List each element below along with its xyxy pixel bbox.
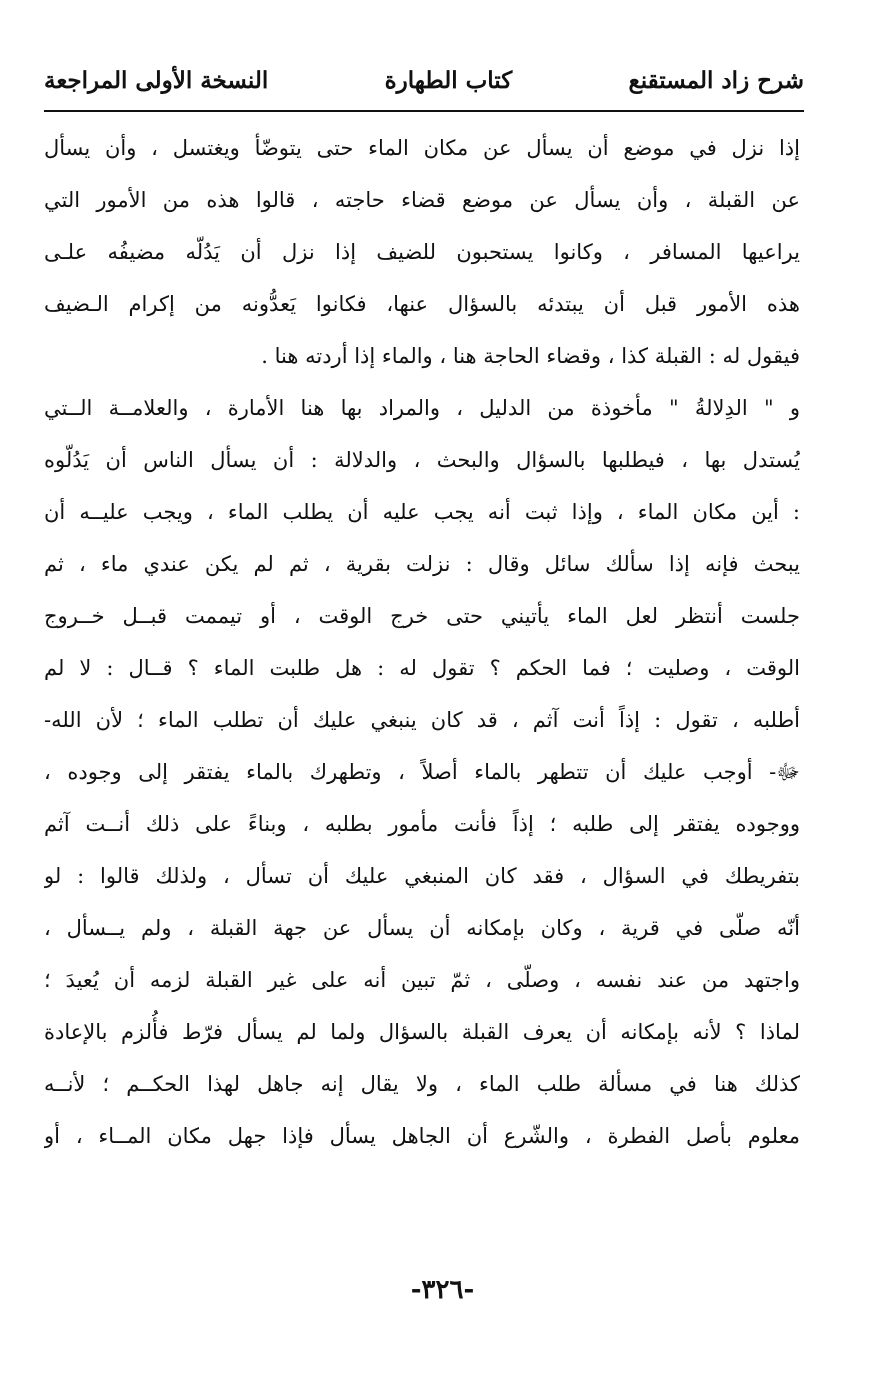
text-line: ﷻ- أوجب عليك أن تتطهر بالماء أصلاً ، وتطهرك بالماء يفتقر إلى وجوده ، xyxy=(44,760,800,784)
text-line: واجتهد من عند نفسه ، وصلّى ، ثمّ تبين أنه على غير القبلة لزمه أن يُعيدَ ؛ xyxy=(44,968,800,992)
header-book-title: شرح زاد المستقنع xyxy=(628,66,804,94)
text-line: هذه الأمور قبل أن يبتدئه بالسؤال عنها، فكانوا يَعدُّونه من إكرام الـضيف xyxy=(44,292,800,316)
text-line: و " الدِلالةُ " مأخوذة من الدليل ، والمراد بها هنا الأمارة ، والعلامــة الــتي xyxy=(44,396,800,420)
text-line: الوقت ، وصليت ؛ فما الحكم ؟ تقول له : هل طلبت الماء ؟ قــال : لا لم xyxy=(44,656,800,680)
text-line: بتفريطك في السؤال ، فقد كان المنبغي عليك أن تسأل ، ولذلك قالوا : لو xyxy=(44,864,800,888)
running-header xyxy=(44,58,804,102)
text-line: أنّه صلّى في قرية ، وكان بإمكانه أن يسأل عن جهة القبلة ، ولم يــسأل ، xyxy=(44,916,800,940)
text-line: : أين مكان الماء ، وإذا ثبت أنه يجب عليه أن يطلب الماء ، ويجب عليــه أن xyxy=(44,500,800,524)
text-line: كذلك هنا في مسألة طلب الماء ، ولا يقال إنه جاهل لهذا الحكــم ؛ لأنــه xyxy=(44,1072,800,1096)
text-line: معلوم بأصل الفطرة ، والشّرع أن الجاهل يسأل فإذا جهل مكان المــاء ، أو xyxy=(44,1124,800,1148)
body-text xyxy=(44,122,800,1162)
text-line: أطلبه ، تقول : إذاً أنت آثم ، قد كان ينبغي عليك أن تطلب الماء ؛ لأن الله- xyxy=(44,708,800,732)
page-number: -٣٢٦- xyxy=(410,1275,475,1305)
text-line: ووجوده يفتقر إلى طلبه ؛ إذاً فأنت مأمور بطلبه ، وبناءً على ذلك أنــت آثم xyxy=(44,812,800,836)
text-line: يبحث فإنه إذا سألك سائل وقال : نزلت بقرية ، ثم لم يكن عندي ماء ، ثم xyxy=(44,552,800,576)
text-line: جلست أنتظر لعل الماء يأتيني حتى خرج الوقت ، أو تيممت قبــل خــروج xyxy=(44,604,800,628)
header-divider xyxy=(44,110,804,112)
text-line: يراعيها المسافر ، وكانوا يستحبون للضيف إذا نزل أن يَدُلّه مضيفُه علـى xyxy=(44,240,800,264)
text-line: يُستدل بها ، فيطلبها بالسؤال والبحث ، والدلالة : أن يسأل الناس أن يَدُلّوه xyxy=(44,448,800,472)
text-line: لماذا ؟ لأنه بإمكانه أن يعرف القبلة بالسؤال ولما لم يسأل فرّط فأُلزم بالإعادة xyxy=(44,1020,800,1044)
paragraph-1 xyxy=(44,122,800,382)
text-line: إذا نزل في موضع أن يسأل عن مكان الماء حتى يتوضّأ ويغتسل ، وأن يسأل xyxy=(44,136,800,160)
header-chapter-title: كتاب الطهارة xyxy=(384,66,513,94)
text-line: فيقول له : القبلة كذا ، وقضاء الحاجة هنا ، والماء إذا أردته هنا . xyxy=(261,344,800,368)
header-edition-note: النسخة الأولى المراجعة xyxy=(44,66,269,94)
text-line: عن القبلة ، وأن يسأل عن موضع قضاء حاجته ، قالوا هذه من الأمور التي xyxy=(44,188,800,212)
paragraph-2 xyxy=(44,382,800,1162)
